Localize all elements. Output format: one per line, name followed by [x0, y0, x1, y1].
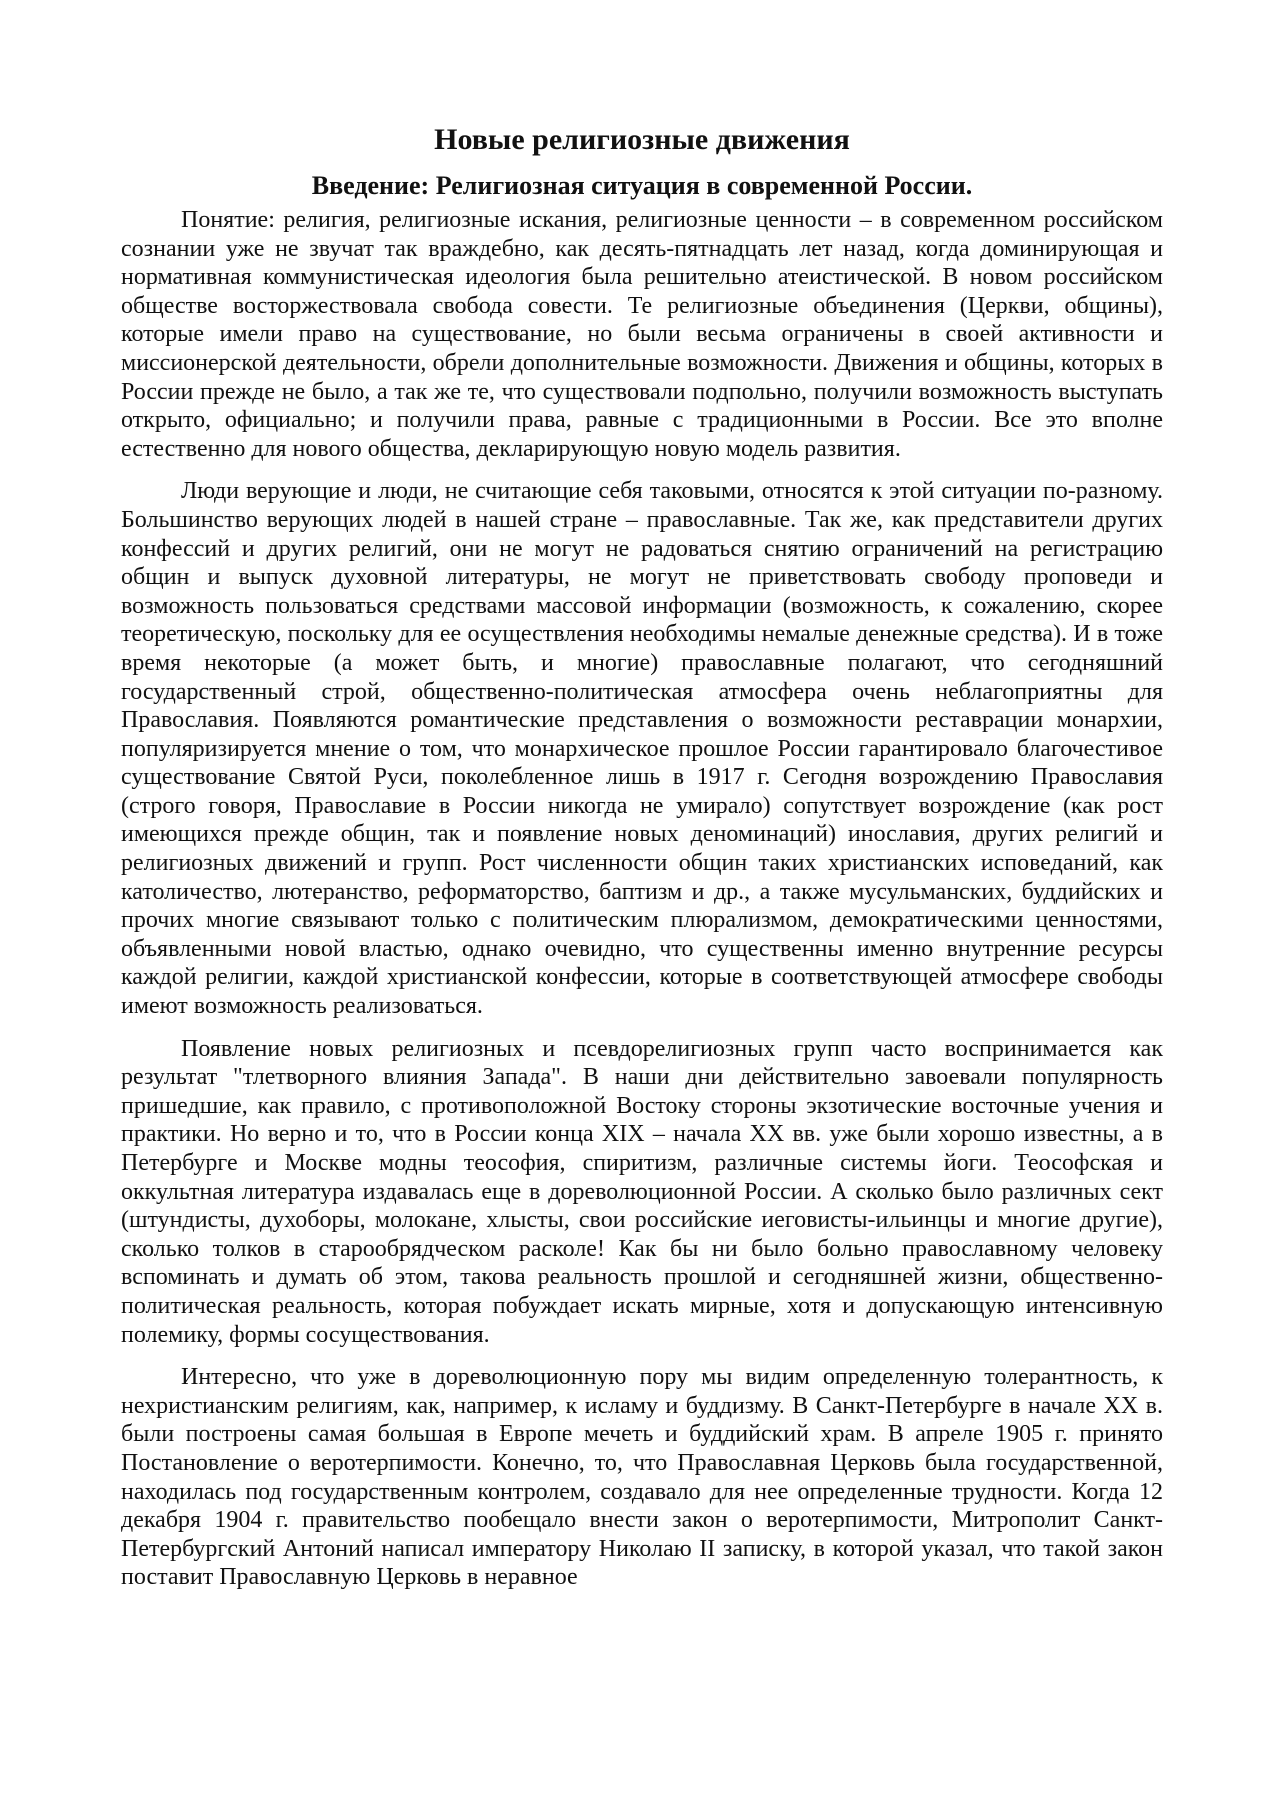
section-heading: Введение: Религиозная ситуация в современной России.	[311, 171, 973, 200]
paragraph-1: Понятие: религия, религиозные искания, религиозные ценности – в современном российском сознании уже не звучат так враждебно, как десять-пятнадцать лет назад, когда доминирующая и нормативная коммунистическая идеология была решительно атеистической. В новом российском обществе восторжествовала свобода совести. Те религиозные объединения (Церкви, общины), которые имели право на существование, но были весьма ограничены в своей активности и миссионерской деятельности, обрели дополнительные возможности. Движения и общины, которых в России прежде не было, а так же те, что существовали подпольно, получили возможность выступать открыто, официально; и получили права, равные с традиционными в России. Все это вполне естественно для нового общества, декларирующую новую модель развития.	[121, 207, 1163, 462]
document-page	[121, 100, 1163, 1606]
paragraph-4: Интересно, что уже в дореволюционную пору мы видим определенную толерантность, к нехристианским религиям, как, например, к исламу и буддизму. В Санкт-Петербурге в начале XX в. были построены самая большая в Европе мечеть и буддийский храм. В апреле 1905 г. принято Постановление о веротерпимости. Конечно, то, что Православная Церковь была государственной, находилась под государственным контролем, создавало для нее определенные трудности. Когда 12 декабря 1904 г. правительство пообещало внести закон о веротерпимости, Митрополит Санкт-Петербургский Антоний написал императору Николаю II записку, в которой указал, что такой закон поставит Православную Церковь в неравное	[121, 1364, 1163, 1591]
paragraph-2: Люди верующие и люди, не считающие себя таковыми, относятся к этой ситуации по-разному. Большинство верующих людей в нашей стране – православные. Так же, как представители других конфессий и других религий, они не могут не радоваться снятию ограничений на регистрацию общин и выпуск духовной литературы, не могут не приветствовать свободу проповеди и возможность пользоваться средствами массовой информации (возможность, к сожалению, скорее теоретическую, поскольку для ее осуществления необходимы немалые денежные средства). И в тоже время некоторые (а может быть, и многие) православные полагают, что сегодняшний государственный строй, общественно-политическая атмосфера очень неблагоприятны для Православия. Появляются романтические представления о возможности реставрации монархии, популяризируется мнение о том, что монархическое прошлое России гарантировало благочестивое существование Святой Руси, поколебленное лишь в 1917 г. Сегодня возрождению Православия (строго говоря, Православие в России никогда не умирало) сопутствует возрождение (как рост имеющихся прежде общин, так и появление новых деноминаций) инославия, других религий и религиозных движений и групп. Рост численности общин таких христианских исповеданий, как католичество, лютеранство, реформаторство, баптизм и др., а также мусульманских, буддийских и прочих многие связывают только с политическим плюрализмом, демократическими ценностями, объявленными новой властью, однако очевидно, что существенны именно внутренние ресурсы каждой религии, каждой христианской конфессии, которые в соответствующей атмосфере свободы имеют возможность реализоваться.	[121, 478, 1163, 1020]
document-title: Новые религиозные движения	[434, 123, 850, 156]
paragraph-3: Появление новых религиозных и псевдорелигиозных групп часто воспринимается как результат "тлетворного влияния Запада". В наши дни действительно завоевали популярность пришедшие, как правило, с противоположной Востоку стороны экзотические восточные учения и практики. Но верно и то, что в России конца XIX – начала XX вв. уже были хорошо известны, а в Петербурге и Москве модны теософия, спиритизм, различные системы йоги. Теософская и оккультная литература издавалась еще в дореволюционной России. А сколько было различных сект (штундисты, духоборы, молокане, хлысты, свои российские иеговисты-ильинцы и многие другие), сколько толков в старообрядческом расколе! Как бы ни было больно православному человеку вспоминать и думать об этом, такова реальность прошлой и сегодняшней жизни, общественно-политическая реальность, которая побуждает искать мирные, хотя и допускающую интенсивную полемику, формы сосуществования.	[121, 1035, 1163, 1348]
